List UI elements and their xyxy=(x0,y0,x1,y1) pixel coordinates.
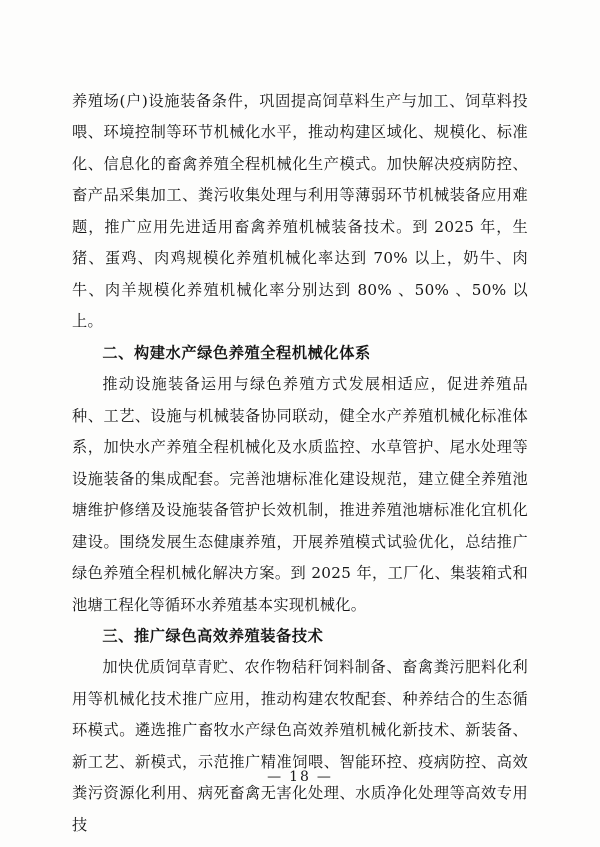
paragraph-section-three: 加快优质饲草青贮、农作物秸秆饲料制备、畜禽粪污肥料化利用等机械化技术推广应用，推动构建农牧配套、种养结合的生态循环模式。遴选推广畜牧水产绿色高效养殖机械化新技术、新装备、新工艺、新模式，示范推广精准饲喂、智能环控、疫病防控、高效粪污资源化利用、病死畜禽无害化处理、水质净化处理等高效专用技 xyxy=(72,658,528,834)
footer-right-dash: — xyxy=(316,769,333,785)
document-body xyxy=(72,86,528,841)
paragraph-section-two: 推动设施装备运用与绿色养殖方式发展相适应，促进养殖品种、工艺、设施与机械装备协同联动，健全水产养殖机械化标准体系，加快水产养殖全程机械化及水质监控、水草管护、尾水处理等设施装备的集成配套。完善池塘标准化建设规范，建立健全养殖池塘维护修缮及设施装备管护长效机制，推进养殖池塘标准化宜机化建设。围绕发展生态健康养殖，开展养殖模式试验优化，总结推广绿色养殖全程机械化解决方案。到 2025 年，工厂化、集装箱式和池塘工程化等循环水养殖基本实现机械化。 xyxy=(72,375,528,614)
page-number: 18 xyxy=(289,769,311,785)
paragraph-continuation: 养殖场(户)设施装备条件，巩固提高饲草料生产与加工、饲草料投喂、环境控制等环节机械化水平，推动构建区域化、规模化、标准化、信息化的畜禽养殖全程机械化生产模式。加快解决疫病防控、畜产品采集加工、粪污收集处理与利用等薄弱环节机械装备应用难题，推广应用先进适用畜禽养殖机械装备技术。到 2025 年，生猪、蛋鸡、肉鸡规模化养殖机械化率达到 70% 以上，奶牛、肉牛、肉羊规模化养殖机械化率分别达到 80% 、50% 、50% 以上。 xyxy=(72,92,528,331)
page-footer xyxy=(0,769,600,785)
section-heading-three: 三、推广绿色高效养殖装备技术 xyxy=(102,626,324,645)
footer-left-dash: — xyxy=(267,769,284,785)
section-heading-two: 二、构建水产绿色养殖全程机械化体系 xyxy=(102,343,371,362)
